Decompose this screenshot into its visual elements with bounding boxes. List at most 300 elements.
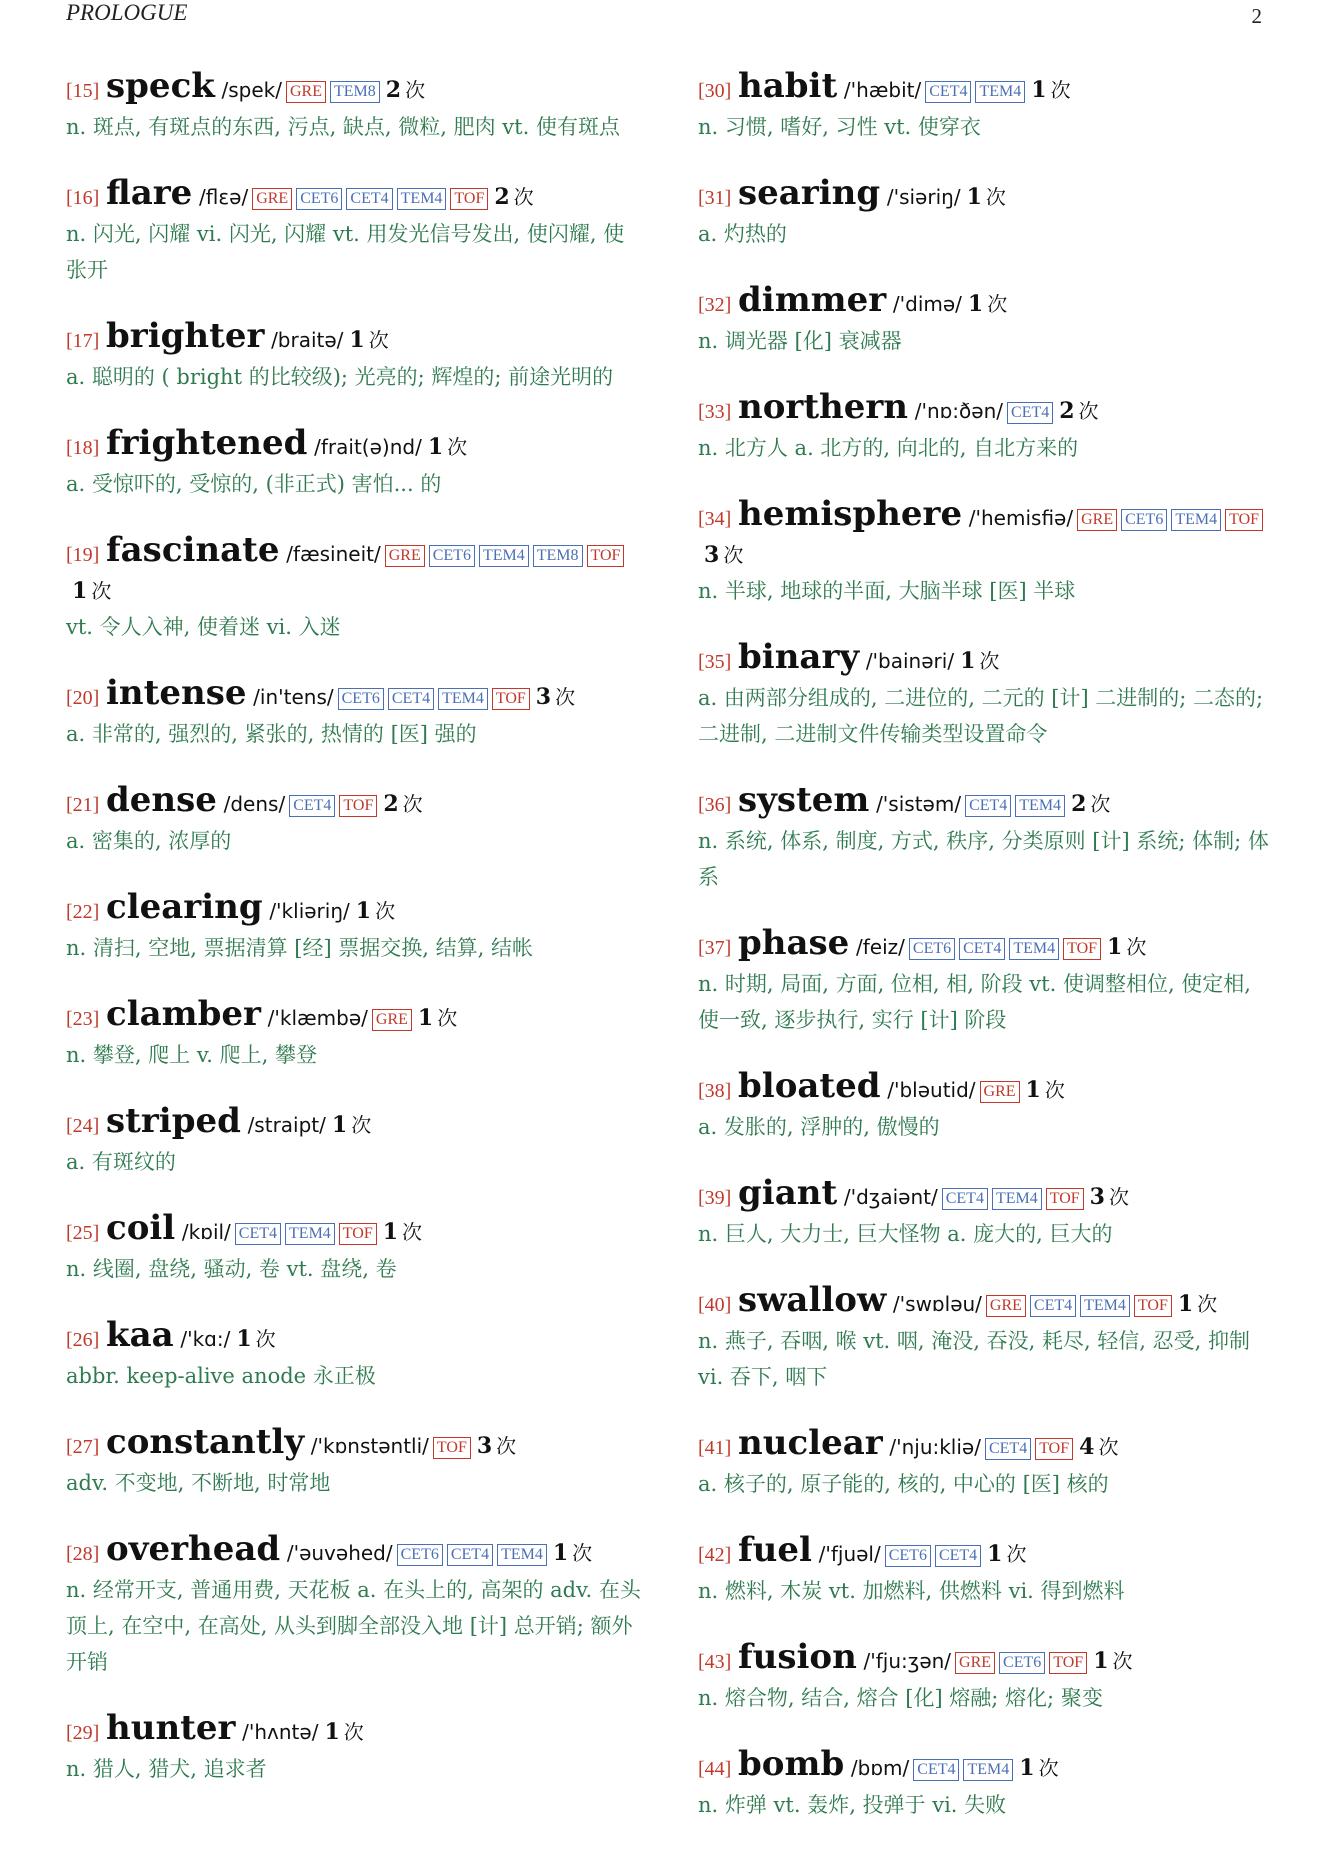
occurrence-unit: 次 bbox=[1050, 78, 1071, 102]
phonetic: /feiz/ bbox=[856, 935, 905, 959]
entry-headline bbox=[698, 389, 1273, 430]
definition: n. 经常开支, 普通用费, 天花板 a. 在头上的, 高架的 adv. 在头顶上, 在空中, 在高处, 从头到脚全部没入地 [计] 总开销; 额外开销 bbox=[66, 1578, 641, 1674]
exam-tag: TEM4 bbox=[1080, 1295, 1130, 1317]
occurrence-unit: 次 bbox=[343, 1720, 364, 1744]
occurrence-unit: 次 bbox=[1044, 1078, 1065, 1102]
exam-tag: GRE bbox=[286, 81, 326, 103]
exam-tag: TOF bbox=[1063, 938, 1101, 960]
definition: a. 有斑纹的 bbox=[66, 1150, 176, 1174]
exam-tag: TOF bbox=[587, 545, 625, 567]
occurrence-count: 2 bbox=[385, 77, 402, 103]
exam-tag: GRE bbox=[955, 1652, 995, 1674]
exam-tag: CET4 bbox=[289, 795, 335, 817]
vocab-entry bbox=[698, 1175, 1273, 1252]
entry-number: [30] bbox=[698, 80, 732, 102]
exam-tag: TEM4 bbox=[963, 1759, 1013, 1781]
exam-tag: GRE bbox=[252, 188, 292, 210]
exam-tag: TOF bbox=[1035, 1438, 1073, 1460]
exam-tag: CET4 bbox=[959, 938, 1005, 960]
vocab-entry bbox=[698, 1639, 1273, 1716]
exam-tag: TOF bbox=[1046, 1188, 1084, 1210]
entry-headline bbox=[66, 318, 641, 359]
vocab-entry bbox=[66, 1531, 641, 1680]
entry-number: [44] bbox=[698, 1758, 732, 1780]
exam-tag: TEM4 bbox=[1171, 509, 1221, 531]
occurrence-count: 1 bbox=[1177, 1291, 1194, 1317]
entry-headline bbox=[66, 675, 641, 716]
occurrence-unit: 次 bbox=[572, 1541, 593, 1565]
occurrence-count: 1 bbox=[331, 1112, 348, 1138]
phonetic: /'swɒləu/ bbox=[892, 1292, 982, 1316]
occurrence-count: 2 bbox=[1071, 791, 1087, 817]
entry-headline bbox=[66, 532, 641, 609]
occurrence-count: 1 bbox=[960, 648, 976, 674]
occurrence-count: 1 bbox=[1093, 1648, 1109, 1674]
definition: n. 巨人, 大力士, 巨大怪物 a. 庞大的, 巨大的 bbox=[698, 1222, 1113, 1246]
occurrence-count: 1 bbox=[355, 898, 372, 924]
phonetic: /'kɒnstəntli/ bbox=[310, 1434, 429, 1458]
entry-headline bbox=[698, 639, 1273, 680]
right-column bbox=[698, 68, 1273, 1853]
vocab-entry bbox=[66, 1103, 641, 1180]
vocab-entry bbox=[66, 675, 641, 752]
headword: kaa bbox=[106, 1315, 174, 1355]
exam-tag: CET6 bbox=[885, 1545, 931, 1567]
exam-tag: GRE bbox=[1077, 509, 1117, 531]
phonetic: /braitə/ bbox=[271, 328, 344, 352]
occurrence-count: 2 bbox=[383, 791, 399, 817]
vocab-entry bbox=[66, 68, 641, 145]
exam-tag: TOF bbox=[1049, 1652, 1087, 1674]
entry-headline bbox=[698, 1175, 1273, 1216]
vocab-entry bbox=[698, 282, 1273, 359]
headword: searing bbox=[738, 173, 881, 213]
phonetic: /flεə/ bbox=[199, 185, 249, 209]
entry-number: [18] bbox=[66, 437, 100, 459]
entry-number: [38] bbox=[698, 1080, 732, 1102]
definition: a. 密集的, 浓厚的 bbox=[66, 829, 232, 853]
occurrence-count: 1 bbox=[1019, 1755, 1035, 1781]
headword: brighter bbox=[106, 316, 265, 356]
entry-headline bbox=[66, 782, 641, 823]
entry-headline bbox=[698, 496, 1273, 573]
exam-tag: CET4 bbox=[346, 188, 392, 210]
entry-headline bbox=[66, 1103, 641, 1144]
headword: dimmer bbox=[738, 280, 887, 320]
occurrence-unit: 次 bbox=[402, 1220, 423, 1244]
entry-headline bbox=[66, 889, 641, 930]
exam-tag: TEM4 bbox=[397, 188, 447, 210]
entry-number: [29] bbox=[66, 1722, 100, 1744]
vocab-entry bbox=[66, 996, 641, 1073]
occurrence-unit: 次 bbox=[91, 579, 112, 603]
exam-tag: CET6 bbox=[338, 688, 384, 710]
occurrence-count: 3 bbox=[535, 684, 552, 710]
phonetic: /dens/ bbox=[223, 792, 286, 816]
vocab-entry bbox=[698, 782, 1273, 895]
exam-tag: CET4 bbox=[965, 795, 1011, 817]
headword: fusion bbox=[738, 1637, 857, 1677]
entry-number: [21] bbox=[66, 794, 100, 816]
entry-number: [24] bbox=[66, 1115, 100, 1137]
phonetic: /'fjuəl/ bbox=[818, 1542, 881, 1566]
exam-tag: CET4 bbox=[1007, 402, 1053, 424]
definition: a. 由两部分组成的, 二进位的, 二元的 [计] 二进制的; 二态的; 二进制, 二进制文件传输类型设置命令 bbox=[698, 686, 1264, 746]
occurrence-count: 1 bbox=[1107, 934, 1123, 960]
vocab-entry bbox=[698, 639, 1273, 752]
phonetic: /straipt/ bbox=[247, 1113, 326, 1137]
occurrence-unit: 次 bbox=[1098, 1435, 1119, 1459]
entry-number: [22] bbox=[66, 901, 100, 923]
phonetic: /'fju:ʒən/ bbox=[863, 1649, 952, 1673]
headword: binary bbox=[738, 637, 860, 677]
entry-headline bbox=[698, 1425, 1273, 1466]
vocab-entry bbox=[698, 925, 1273, 1038]
definition: n. 调光器 [化] 衰减器 bbox=[698, 329, 902, 353]
headword: clamber bbox=[106, 994, 261, 1034]
exam-tag: TOF bbox=[433, 1437, 471, 1459]
exam-tag: TEM4 bbox=[992, 1188, 1042, 1210]
vocab-entry bbox=[698, 1425, 1273, 1502]
exam-tag: TOF bbox=[1134, 1295, 1172, 1317]
entry-number: [16] bbox=[66, 187, 100, 209]
exam-tag: GRE bbox=[980, 1081, 1020, 1103]
running-title: PROLOGUE bbox=[66, 0, 188, 25]
occurrence-count: 1 bbox=[966, 184, 982, 210]
occurrence-count: 1 bbox=[236, 1326, 252, 1352]
phonetic: /'bainəri/ bbox=[865, 649, 955, 673]
headword: flare bbox=[106, 173, 193, 213]
phonetic: /'kɑ:/ bbox=[180, 1327, 231, 1351]
occurrence-unit: 次 bbox=[513, 185, 534, 209]
entry-number: [39] bbox=[698, 1187, 732, 1209]
definition: n. 时期, 局面, 方面, 位相, 相, 阶段 vt. 使调整相位, 使定相, 使一致, 逐步执行, 实行 [计] 阶段 bbox=[698, 972, 1251, 1032]
occurrence-unit: 次 bbox=[405, 78, 426, 102]
entry-headline bbox=[698, 925, 1273, 966]
entry-headline bbox=[66, 1317, 641, 1358]
definition: abbr. keep-alive anode 永正极 bbox=[66, 1364, 376, 1388]
occurrence-unit: 次 bbox=[555, 685, 576, 709]
page-number: 2 bbox=[1251, 4, 1262, 28]
entry-number: [42] bbox=[698, 1544, 732, 1566]
occurrence-count: 1 bbox=[967, 291, 984, 317]
vocab-entry bbox=[698, 1532, 1273, 1609]
definition: a. 受惊吓的, 受惊的, (非正式) 害怕... 的 bbox=[66, 472, 442, 496]
phonetic: /'bləutid/ bbox=[887, 1078, 976, 1102]
occurrence-unit: 次 bbox=[351, 1113, 372, 1137]
exam-tag: CET4 bbox=[1030, 1295, 1076, 1317]
vocab-entry bbox=[66, 318, 641, 395]
page-header bbox=[0, 0, 1322, 40]
phonetic: /'klæmbə/ bbox=[267, 1006, 368, 1030]
phonetic: /fæsineit/ bbox=[286, 542, 381, 566]
exam-tag: TEM4 bbox=[1015, 795, 1065, 817]
vocab-entry bbox=[66, 782, 641, 859]
entry-number: [37] bbox=[698, 937, 732, 959]
definition: a. 核子的, 原子能的, 核的, 中心的 [医] 核的 bbox=[698, 1472, 1109, 1496]
exam-tag: GRE bbox=[986, 1295, 1026, 1317]
occurrence-unit: 次 bbox=[1197, 1292, 1218, 1316]
occurrence-count: 1 bbox=[324, 1719, 340, 1745]
occurrence-count: 1 bbox=[987, 1541, 1003, 1567]
vocab-entry bbox=[66, 1317, 641, 1394]
phonetic: /'nju:kliə/ bbox=[889, 1435, 981, 1459]
exam-tag: TOF bbox=[492, 688, 530, 710]
definition: a. 非常的, 强烈的, 紧张的, 热情的 [医] 强的 bbox=[66, 722, 477, 746]
exam-tag: TOF bbox=[339, 795, 377, 817]
headword: nuclear bbox=[738, 1423, 883, 1463]
entry-headline bbox=[66, 175, 641, 216]
entry-number: [20] bbox=[66, 687, 100, 709]
occurrence-unit: 次 bbox=[375, 899, 396, 923]
headword: giant bbox=[738, 1173, 838, 1213]
definition: n. 攀登, 爬上 v. 爬上, 攀登 bbox=[66, 1043, 317, 1067]
occurrence-unit: 次 bbox=[1078, 399, 1099, 423]
entry-headline bbox=[66, 1710, 641, 1751]
exam-tag: GRE bbox=[372, 1009, 412, 1031]
headword: hunter bbox=[106, 1708, 236, 1748]
occurrence-unit: 次 bbox=[723, 543, 744, 567]
entry-headline bbox=[698, 1282, 1273, 1323]
headword: phase bbox=[738, 923, 850, 963]
phonetic: /spek/ bbox=[221, 78, 282, 102]
definition: n. 猎人, 猎犬, 追求者 bbox=[66, 1757, 267, 1781]
entry-headline bbox=[66, 1531, 641, 1572]
phonetic: /'əuvəhed/ bbox=[286, 1541, 393, 1565]
definition: a. 聪明的 ( bright 的比较级); 光亮的; 辉煌的; 前途光明的 bbox=[66, 365, 614, 389]
phonetic: /'dimə/ bbox=[892, 292, 962, 316]
occurrence-count: 1 bbox=[552, 1540, 569, 1566]
entry-number: [43] bbox=[698, 1651, 732, 1673]
vocab-entry bbox=[66, 175, 641, 288]
occurrence-unit: 次 bbox=[987, 292, 1008, 316]
exam-tag: TEM4 bbox=[497, 1544, 547, 1566]
exam-tag: TOF bbox=[450, 188, 488, 210]
vocab-entry bbox=[66, 1710, 641, 1787]
entry-headline bbox=[698, 282, 1273, 323]
definition: n. 系统, 体系, 制度, 方式, 秩序, 分类原则 [计] 系统; 体制; 体系 bbox=[698, 829, 1269, 889]
phonetic: /frait(ə)nd/ bbox=[314, 435, 422, 459]
headword: clearing bbox=[106, 887, 263, 927]
exam-tag: CET4 bbox=[942, 1188, 988, 1210]
phonetic: /'kliəriŋ/ bbox=[269, 899, 350, 923]
definition: n. 北方人 a. 北方的, 向北的, 自北方来的 bbox=[698, 436, 1079, 460]
headword: swallow bbox=[738, 1280, 887, 1320]
exam-tag: CET6 bbox=[999, 1652, 1045, 1674]
entry-number: [35] bbox=[698, 651, 732, 673]
entry-headline bbox=[66, 68, 641, 109]
occurrence-count: 1 bbox=[349, 327, 365, 353]
phonetic: /'siəriŋ/ bbox=[886, 185, 961, 209]
definition: n. 燕子, 吞咽, 喉 vt. 咽, 淹没, 吞没, 耗尽, 轻信, 忍受, 抑制 vi. 吞下, 咽下 bbox=[698, 1329, 1251, 1389]
definition: a. 灼热的 bbox=[698, 222, 787, 246]
vocab-entry bbox=[698, 68, 1273, 145]
entry-headline bbox=[698, 782, 1273, 823]
exam-tag: TEM4 bbox=[479, 545, 529, 567]
occurrence-unit: 次 bbox=[1112, 1649, 1133, 1673]
exam-tag: CET6 bbox=[397, 1544, 443, 1566]
occurrence-unit: 次 bbox=[1108, 1185, 1129, 1209]
definition: n. 线圈, 盘绕, 骚动, 卷 vt. 盘绕, 卷 bbox=[66, 1257, 397, 1281]
definition: n. 熔合物, 结合, 熔合 [化] 熔融; 熔化; 聚变 bbox=[698, 1686, 1103, 1710]
entry-headline bbox=[698, 1746, 1273, 1787]
phonetic: /'hemisfiə/ bbox=[968, 506, 1074, 530]
vocab-entry bbox=[698, 496, 1273, 609]
entry-number: [40] bbox=[698, 1294, 732, 1316]
entry-number: [32] bbox=[698, 294, 732, 316]
definition: adv. 不变地, 不断地, 时常地 bbox=[66, 1471, 331, 1495]
vocab-entry bbox=[698, 1068, 1273, 1145]
entry-headline bbox=[698, 1532, 1273, 1573]
phonetic: /'dʒaiənt/ bbox=[843, 1185, 938, 1209]
headword: speck bbox=[106, 66, 215, 106]
exam-tag: CET4 bbox=[913, 1759, 959, 1781]
exam-tag: CET4 bbox=[935, 1545, 981, 1567]
occurrence-count: 3 bbox=[704, 542, 720, 568]
vocab-entry bbox=[66, 425, 641, 502]
entry-number: [23] bbox=[66, 1008, 100, 1030]
entry-number: [19] bbox=[66, 544, 100, 566]
occurrence-unit: 次 bbox=[1126, 935, 1147, 959]
headword: northern bbox=[738, 387, 909, 427]
entry-headline bbox=[698, 1639, 1273, 1680]
entry-number: [25] bbox=[66, 1222, 100, 1244]
headword: hemisphere bbox=[738, 494, 963, 534]
occurrence-count: 2 bbox=[1059, 398, 1075, 424]
occurrence-count: 3 bbox=[1089, 1184, 1105, 1210]
exam-tag: CET4 bbox=[985, 1438, 1031, 1460]
phonetic: /kɒil/ bbox=[181, 1220, 231, 1244]
entry-headline bbox=[698, 1068, 1273, 1109]
entry-headline bbox=[698, 175, 1273, 216]
entry-number: [28] bbox=[66, 1543, 100, 1565]
entry-number: [15] bbox=[66, 80, 100, 102]
occurrence-unit: 次 bbox=[1038, 1756, 1059, 1780]
entry-headline bbox=[66, 1424, 641, 1465]
entry-number: [31] bbox=[698, 187, 732, 209]
definition: n. 半球, 地球的半面, 大脑半球 [医] 半球 bbox=[698, 579, 1076, 603]
entry-headline bbox=[66, 425, 641, 466]
definition: n. 闪光, 闪耀 vi. 闪光, 闪耀 vt. 用发光信号发出, 使闪耀, 使张开 bbox=[66, 222, 625, 282]
definition: n. 清扫, 空地, 票据清算 [经] 票据交换, 结算, 结帐 bbox=[66, 936, 534, 960]
vocab-entry bbox=[66, 1424, 641, 1501]
entry-number: [27] bbox=[66, 1436, 100, 1458]
exam-tag: TOF bbox=[1225, 509, 1263, 531]
phonetic: /in'tens/ bbox=[253, 685, 334, 709]
phonetic: /'nɒ:ðən/ bbox=[914, 399, 1004, 423]
definition: n. 习惯, 嗜好, 习性 vt. 使穿衣 bbox=[698, 115, 981, 139]
headword: constantly bbox=[106, 1422, 305, 1462]
exam-tag: TEM4 bbox=[1009, 938, 1059, 960]
headword: system bbox=[738, 780, 870, 820]
vocab-entry bbox=[66, 1210, 641, 1287]
exam-tag: CET4 bbox=[925, 81, 971, 103]
occurrence-count: 1 bbox=[417, 1005, 434, 1031]
occurrence-unit: 次 bbox=[437, 1006, 458, 1030]
exam-tag: CET6 bbox=[296, 188, 342, 210]
entry-number: [36] bbox=[698, 794, 732, 816]
exam-tag: CET4 bbox=[235, 1223, 281, 1245]
headword: bloated bbox=[738, 1066, 881, 1106]
vocab-entry bbox=[698, 175, 1273, 252]
occurrence-unit: 次 bbox=[1090, 792, 1111, 816]
entry-number: [41] bbox=[698, 1437, 732, 1459]
phonetic: /'hæbit/ bbox=[843, 78, 922, 102]
occurrence-unit: 次 bbox=[402, 792, 423, 816]
occurrence-unit: 次 bbox=[447, 435, 468, 459]
exam-tag: TOF bbox=[339, 1223, 377, 1245]
headword: striped bbox=[106, 1101, 241, 1141]
exam-tag: TEM4 bbox=[285, 1223, 335, 1245]
definition: n. 斑点, 有斑点的东西, 污点, 缺点, 微粒, 肥肉 vt. 使有斑点 bbox=[66, 115, 620, 139]
entry-number: [33] bbox=[698, 401, 732, 423]
exam-tag: TEM8 bbox=[330, 81, 380, 103]
phonetic: /bɒm/ bbox=[850, 1756, 910, 1780]
exam-tag: TEM4 bbox=[975, 81, 1025, 103]
headword: coil bbox=[106, 1208, 176, 1248]
vocab-entry bbox=[698, 1282, 1273, 1395]
exam-tag: CET4 bbox=[388, 688, 434, 710]
headword: dense bbox=[106, 780, 217, 820]
phonetic: /'sistəm/ bbox=[876, 792, 962, 816]
phonetic: /'hʌntə/ bbox=[242, 1720, 319, 1744]
vocab-entry bbox=[698, 389, 1273, 466]
entry-headline bbox=[66, 1210, 641, 1251]
entry-number: [26] bbox=[66, 1329, 100, 1351]
occurrence-count: 1 bbox=[1031, 77, 1047, 103]
headword: fascinate bbox=[106, 530, 280, 570]
exam-tag: TEM8 bbox=[533, 545, 583, 567]
occurrence-unit: 次 bbox=[985, 185, 1006, 209]
exam-tag: GRE bbox=[385, 545, 425, 567]
headword: bomb bbox=[738, 1744, 845, 1784]
occurrence-unit: 次 bbox=[496, 1434, 517, 1458]
entry-headline bbox=[698, 68, 1273, 109]
exam-tag: TEM4 bbox=[438, 688, 488, 710]
left-column bbox=[66, 68, 641, 1817]
exam-tag: CET4 bbox=[447, 1544, 493, 1566]
exam-tag: CET6 bbox=[429, 545, 475, 567]
occurrence-unit: 次 bbox=[255, 1327, 276, 1351]
occurrence-count: 4 bbox=[1079, 1434, 1095, 1460]
definition: a. 发胀的, 浮肿的, 傲慢的 bbox=[698, 1115, 940, 1139]
occurrence-unit: 次 bbox=[1006, 1542, 1027, 1566]
vocab-entry bbox=[66, 889, 641, 966]
exam-tag: CET6 bbox=[909, 938, 955, 960]
occurrence-count: 1 bbox=[382, 1219, 399, 1245]
occurrence-unit: 次 bbox=[979, 649, 1000, 673]
entry-headline bbox=[66, 996, 641, 1037]
headword: overhead bbox=[106, 1529, 281, 1569]
entry-number: [17] bbox=[66, 330, 100, 352]
headword: fuel bbox=[738, 1530, 812, 1570]
definition: n. 燃料, 木炭 vt. 加燃料, 供燃料 vi. 得到燃料 bbox=[698, 1579, 1125, 1603]
vocab-entry bbox=[66, 532, 641, 645]
definition: n. 炸弹 vt. 轰炸, 投弹于 vi. 失败 bbox=[698, 1793, 1007, 1817]
headword: frightened bbox=[106, 423, 308, 463]
vocab-entry bbox=[698, 1746, 1273, 1823]
occurrence-unit: 次 bbox=[368, 328, 389, 352]
occurrence-count: 3 bbox=[476, 1433, 493, 1459]
occurrence-count: 1 bbox=[1025, 1077, 1041, 1103]
entry-number: [34] bbox=[698, 508, 732, 530]
headword: intense bbox=[106, 673, 247, 713]
definition: vt. 令人入神, 使着迷 vi. 入迷 bbox=[66, 615, 341, 639]
occurrence-count: 1 bbox=[72, 578, 88, 604]
occurrence-count: 2 bbox=[494, 184, 510, 210]
occurrence-count: 1 bbox=[427, 434, 444, 460]
exam-tag: CET6 bbox=[1121, 509, 1167, 531]
